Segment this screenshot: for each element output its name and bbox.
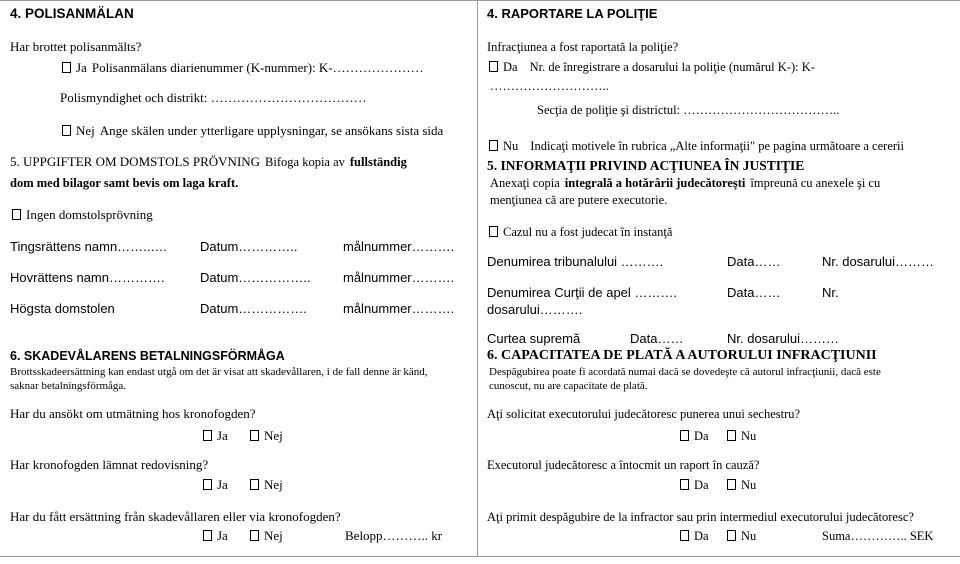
report-no-label-ro: Nu (741, 478, 757, 492)
police-report-question: Har brottet polisanmälts? (10, 39, 142, 54)
district-court-date-field[interactable]: Datum………….. (200, 239, 298, 254)
top-border (0, 0, 960, 1)
court-intro-line-2-ro: menţiunea că are putere executorie. (490, 193, 668, 207)
no-court-checkbox[interactable] (12, 209, 21, 220)
police-report-no-checkbox-ro[interactable] (489, 140, 498, 151)
police-district-field-ro[interactable]: Secţia de poliţie şi districtul: ……………………………….. (537, 103, 840, 117)
appeal-court-date-field-ro[interactable]: Data…… (727, 285, 781, 300)
supreme-court-label: Högsta domstolen (10, 301, 115, 316)
police-report-no-instruction: Ange skälen under ytterligare upplysningar, se ansökans sista sida (99, 123, 444, 138)
compensation-amount-field-ro[interactable]: Suma………….. SEK (822, 529, 934, 543)
appeal-court-case-label-ro: Nr. (822, 285, 839, 300)
no-court-checkbox-ro[interactable] (489, 226, 498, 237)
payment-ability-heading-ro: 6. CAPACITATEA DE PLATĂ A AUTORULUI INFRACŢIUNII (487, 348, 877, 363)
seizure-no-option-ro (727, 428, 756, 444)
report-yes-label: Ja (217, 477, 228, 492)
compensation-yes-label-ro: Da (694, 529, 709, 543)
no-court-label: Ingen domstolsprövning (26, 207, 153, 222)
police-report-yes-label: Ja (76, 60, 87, 75)
seizure-no-label-ro: Nu (741, 429, 757, 443)
compensation-amount-field[interactable]: Belopp……….. kr (345, 528, 443, 543)
report-no-label: Nej (264, 477, 283, 492)
report-yes-checkbox[interactable] (203, 479, 212, 490)
police-report-no-label-ro: Nu (503, 139, 519, 153)
police-report-yes-label-ro: Da (503, 60, 518, 74)
seizure-yes-option (203, 428, 228, 444)
report-question: Har kronofogden lämnat redovisning? (10, 457, 209, 472)
supreme-court-date-field-ro[interactable]: Data…… (630, 331, 684, 346)
court-intro-line-1-ro (490, 175, 880, 191)
payment-note-line-1-ro: Despăgubirea poate fi acordată numai dacă se dovedeşte că autorul infracţiunii, dacă este (489, 366, 881, 378)
seizure-question: Har du ansökt om utmätning hos kronofogden? (10, 406, 256, 421)
compensation-yes-option-ro (680, 528, 709, 544)
compensation-no-option-ro (727, 528, 756, 544)
seizure-yes-label-ro: Da (694, 429, 709, 443)
tribunal-date-field-ro[interactable]: Data…… (727, 254, 781, 269)
report-no-option (250, 477, 283, 493)
payment-note-line-1: Brottsskadeersättning kan endast utgå om det är visat att skadevållaren, i de fall denne är känd, (10, 366, 428, 378)
compensation-no-checkbox-ro[interactable] (727, 530, 736, 541)
compensation-no-checkbox[interactable] (250, 530, 259, 541)
court-intro-plain-ro: Anexaţi copia (490, 176, 560, 190)
no-court-label-ro: Cazul nu a fost judecat în instanţă (503, 225, 673, 239)
report-yes-checkbox-ro[interactable] (680, 479, 689, 490)
court-intro-rest-ro: împreună cu anexele şi cu (750, 176, 881, 190)
report-yes-label-ro: Da (694, 478, 709, 492)
report-no-option-ro (727, 477, 756, 493)
report-no-checkbox-ro[interactable] (727, 479, 736, 490)
compensation-yes-checkbox[interactable] (203, 530, 212, 541)
supreme-court-case-field-ro[interactable]: Nr. dosarului……… (727, 331, 839, 346)
police-report-number-field-ro[interactable]: ……………………….. (490, 79, 609, 93)
report-no-checkbox[interactable] (250, 479, 259, 490)
court-heading-line (10, 154, 407, 170)
police-report-number-field[interactable]: Polisanmälans diarienummer (K-nummer): K-………………… (91, 60, 424, 75)
report-yes-option (203, 477, 228, 493)
seizure-yes-checkbox-ro[interactable] (680, 430, 689, 441)
compensation-no-label-ro: Nu (741, 529, 757, 543)
police-report-number-label-ro: Nr. de înregistrare a dosarului la poliţie (numărul K-): K- (529, 60, 815, 74)
court-intro-bold-ro: integrală a hotărârii judecătoreşti (564, 176, 746, 190)
appeal-court-case-field[interactable]: målnummer………. (343, 270, 455, 285)
district-court-name-field[interactable]: Tingsrättens namn……..…. (10, 239, 168, 254)
seizure-question-ro: Aţi solicitat executorului judecătoresc punerea unui sechestru? (487, 407, 801, 421)
appeal-court-name-field-ro[interactable]: Denumirea Curţii de apel ………. (487, 285, 678, 300)
payment-note-line-2-ro: cunoscut, nu are capacitate de plată. (489, 380, 648, 392)
no-court-row (12, 207, 153, 223)
appeal-court-case-field-ro[interactable]: dosarului………. (487, 302, 583, 317)
seizure-no-checkbox-ro[interactable] (727, 430, 736, 441)
no-court-row-ro (489, 224, 672, 240)
appeal-court-name-field[interactable]: Hovrättens namn…………. (10, 270, 165, 285)
court-heading: 5. UPPGIFTER OM DOMSTOLS PRÖVNING (10, 154, 261, 169)
court-intro-bold-continued: dom med bilagor samt bevis om laga kraft. (10, 176, 239, 190)
tribunal-name-field-ro[interactable]: Denumirea tribunalului ………. (487, 254, 664, 269)
supreme-court-label-ro: Curtea supremă (487, 331, 581, 346)
compensation-yes-label: Ja (217, 528, 228, 543)
appeal-court-date-field[interactable]: Datum…………….. (200, 270, 311, 285)
compensation-question-ro: Aţi primit despăgubire de la infractor sau prin intermediul executorului judecătoresc? (487, 510, 914, 524)
police-report-no-instruction-ro: Indicaţi motivele în rubrica „Alte informaţii" pe pagina următoare a cererii (530, 139, 904, 153)
payment-ability-heading: 6. SKADEVÅLARENS BETALNINGSFÖRMÅGA (10, 349, 285, 363)
seizure-no-label: Nej (264, 428, 283, 443)
supreme-court-case-field[interactable]: målnummer………. (343, 301, 455, 316)
compensation-no-option (250, 528, 283, 544)
compensation-question: Har du fått ersättning från skadevållaren eller via kronofogden? (10, 509, 341, 524)
seizure-yes-label: Ja (217, 428, 228, 443)
supreme-court-date-field[interactable]: Datum……………. (200, 301, 307, 316)
seizure-no-option (250, 428, 283, 444)
court-intro-plain: Bifoga kopia av (265, 155, 345, 169)
seizure-yes-checkbox[interactable] (203, 430, 212, 441)
police-report-yes-checkbox-ro[interactable] (489, 61, 498, 72)
police-report-heading: 4. POLISANMÄLAN (10, 6, 134, 21)
police-report-no-row (62, 123, 443, 139)
tribunal-case-field-ro[interactable]: Nr. dosarului……… (822, 254, 934, 269)
court-heading-ro: 5. INFORMAŢII PRIVIND ACŢIUNEA ÎN JUSTIŢIE (487, 158, 805, 173)
police-report-yes-checkbox[interactable] (62, 62, 71, 73)
payment-note-line-2: saknar betalningsförmåga. (10, 380, 127, 392)
seizure-no-checkbox[interactable] (250, 430, 259, 441)
police-district-field[interactable]: Polismyndighet och distrikt: ……………………………… (60, 90, 367, 105)
police-report-no-checkbox[interactable] (62, 125, 71, 136)
police-report-question-ro: Infracţiunea a fost raportată la poliţie? (487, 40, 679, 54)
district-court-case-field[interactable]: målnummer………. (343, 239, 455, 254)
compensation-yes-checkbox-ro[interactable] (680, 530, 689, 541)
report-question-ro: Executorul judecătoresc a întocmit un raport în cauză? (487, 458, 760, 472)
compensation-yes-option (203, 528, 228, 544)
police-report-yes-row (62, 60, 424, 76)
column-divider (477, 0, 478, 557)
bottom-border (0, 556, 960, 557)
compensation-no-label: Nej (264, 528, 283, 543)
police-report-yes-row-ro (489, 59, 815, 75)
police-report-no-label: Nej (76, 123, 95, 138)
police-report-heading-ro: 4. RAPORTARE LA POLIŢIE (487, 6, 658, 21)
seizure-yes-option-ro (680, 428, 709, 444)
report-yes-option-ro (680, 477, 709, 493)
police-report-no-row-ro (489, 138, 904, 154)
court-intro-bold: fullständig (349, 155, 407, 169)
